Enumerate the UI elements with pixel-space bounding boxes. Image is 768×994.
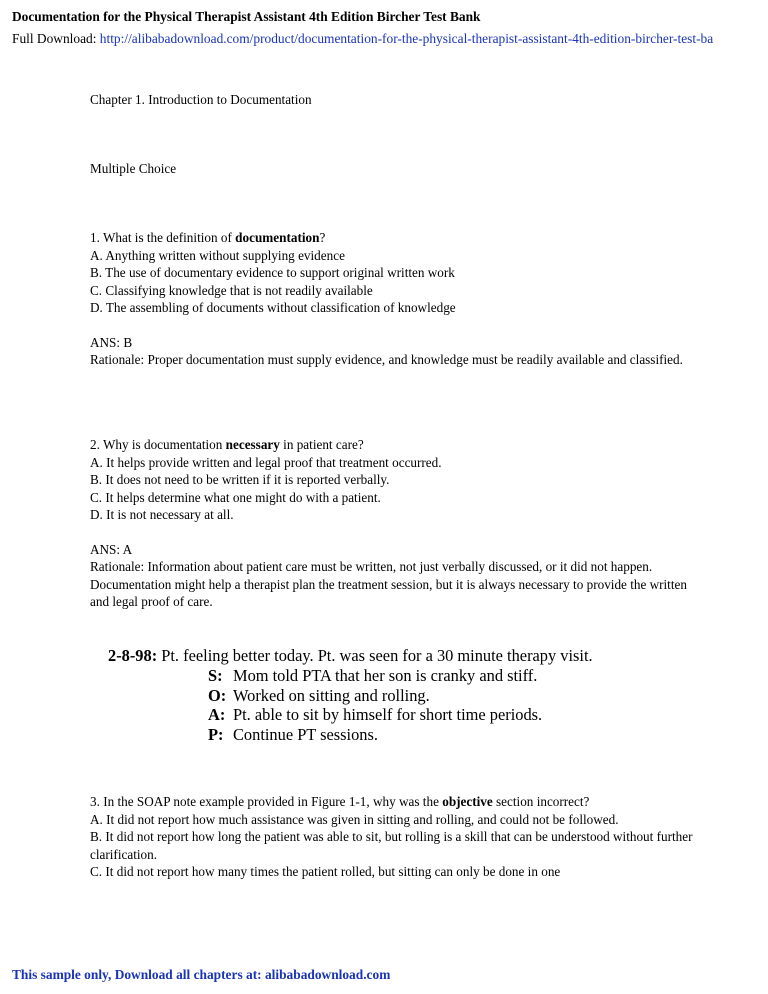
- answer-option: D. It is not necessary at all.: [90, 507, 234, 522]
- soap-code: A:: [208, 705, 226, 725]
- answer-key: ANS: A: [90, 541, 133, 557]
- answer-option: B. It does not need to be written if it is reported verbally.: [90, 472, 390, 487]
- stem-text: 2. Why is documentation: [90, 437, 226, 452]
- page-header: [12, 8, 768, 48]
- rationale: Rationale: Information about patient care must be written, not just verbally discussed, or it did not happen. Documentation might help a therapist plan the treatment session, but it is always necessary to provide the written and legal proof of care.: [90, 559, 687, 609]
- stem-text: in patient care?: [279, 437, 364, 452]
- download-line: [12, 30, 768, 48]
- soap-intro: Pt. feeling better today. Pt. was seen for a 30 minute therapy visit.: [161, 646, 593, 665]
- question-2: [90, 436, 700, 611]
- stem-text: section incorrect?: [492, 794, 590, 809]
- soap-text: Pt. able to sit by himself for short time periods.: [233, 705, 543, 725]
- soap-row-o: [108, 686, 668, 706]
- soap-text: Worked on sitting and rolling.: [233, 685, 430, 705]
- soap-row-a: [108, 705, 668, 725]
- soap-text: Continue PT sessions.: [233, 725, 378, 745]
- answer-option: A. It helps provide written and legal proof that treatment occurred.: [90, 454, 442, 470]
- stem-keyword: documentation: [235, 230, 320, 245]
- soap-date: 2-8-98:: [108, 646, 158, 665]
- soap-code: O:: [208, 685, 227, 705]
- question-stem: [90, 436, 700, 454]
- soap-code: P:: [208, 725, 224, 745]
- rationale: Rationale: Proper documentation must supply evidence, and knowledge must be readily available and classified.: [90, 352, 683, 367]
- question-stem: [90, 229, 700, 247]
- stem-text: 1. What is the definition of: [90, 230, 236, 245]
- soap-intro-row: [108, 646, 668, 666]
- chapter-heading: Chapter 1. Introduction to Documentation: [90, 92, 312, 107]
- soap-code: S:: [208, 665, 223, 685]
- answer-option: C. It did not report how many times the patient rolled, but sitting can only be done in one: [90, 864, 561, 879]
- soap-row-p: [108, 725, 668, 745]
- answer-option: B. It did not report how long the patient was able to sit, but rolling is a skill that can be understood without further clarification.: [90, 829, 693, 862]
- question-3: [90, 793, 700, 881]
- section-heading: Multiple Choice: [90, 161, 177, 176]
- download-label: Full Download:: [12, 31, 97, 46]
- soap-row-s: [108, 666, 668, 686]
- stem-text: ?: [319, 230, 326, 245]
- question-1: [90, 229, 700, 369]
- answer-option: A. Anything written without supplying evidence: [90, 247, 345, 263]
- soap-note-figure: [108, 646, 668, 745]
- answer-option: C. It helps determine what one might do with a patient.: [90, 489, 381, 505]
- answer-option: C. Classifying knowledge that is not readily available: [90, 282, 373, 298]
- soap-text: Mom told PTA that her son is cranky and stiff.: [233, 665, 538, 685]
- stem-text: 3. In the SOAP note example provided in Figure 1-1, why was the: [90, 794, 443, 809]
- stem-keyword: objective: [442, 794, 493, 809]
- answer-key: ANS: B: [90, 334, 133, 350]
- answer-option: A. It did not report how much assistance was given in sitting and rolling, and could not be followed.: [90, 811, 619, 827]
- answer-option: D. The assembling of documents without classification of knowledge: [90, 300, 456, 315]
- answer-option: B. The use of documentary evidence to support original written work: [90, 265, 455, 280]
- question-stem: [90, 793, 700, 811]
- footer-download-notice[interactable]: This sample only, Download all chapters at: alibabadownload.com: [12, 967, 391, 982]
- stem-keyword: necessary: [225, 437, 280, 452]
- document-title: Documentation for the Physical Therapist Assistant 4th Edition Bircher Test Bank: [12, 9, 481, 24]
- download-link[interactable]: http://alibabadownload.com/product/documentation-for-the-physical-therapist-assistant-4th-edition-bircher-test-ba: [99, 31, 714, 46]
